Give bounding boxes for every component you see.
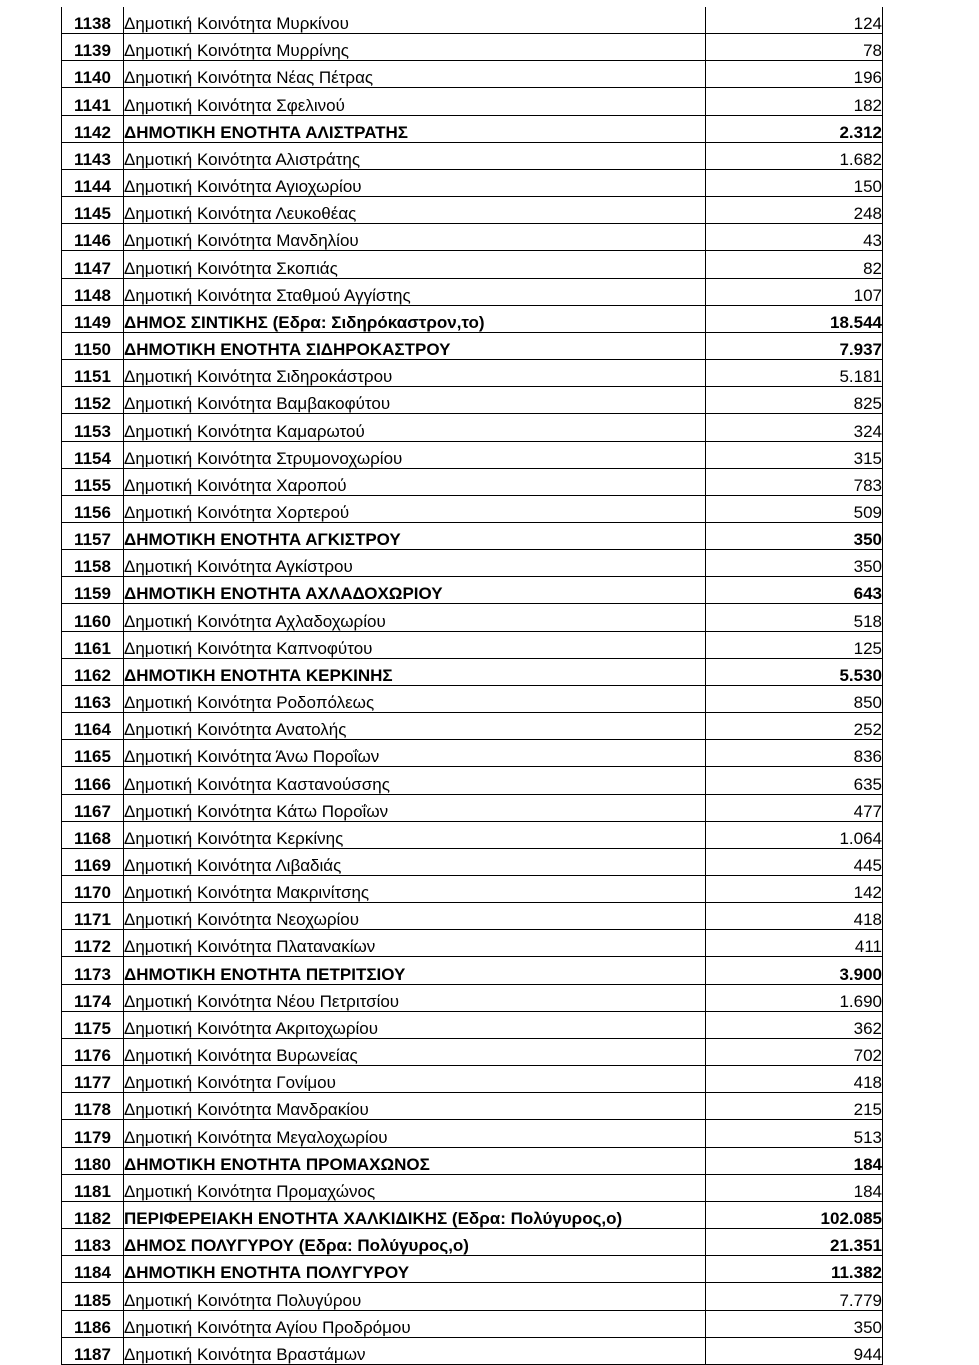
row-number: 1141 [62,88,124,115]
place-name: ΔΗΜΟΤΙΚΗ ΕΝΟΤΗΤΑ ΑΛΙΣΤΡΑΤΗΣ [124,115,706,142]
place-name: ΔΗΜΟΣ ΣΙΝΤΙΚΗΣ (Εδρα: Σιδηρόκαστρον,το) [124,305,706,332]
row-number: 1166 [62,767,124,794]
population-value: 643 [706,577,883,604]
row-number: 1138 [62,7,124,34]
row-number: 1175 [62,1011,124,1038]
population-value: 150 [706,169,883,196]
row-number: 1184 [62,1256,124,1283]
table-row [62,61,883,88]
place-name: ΔΗΜΟΤΙΚΗ ΕΝΟΤΗΤΑ ΠΟΛΥΓΥΡΟΥ [124,1256,706,1283]
population-value: 1.064 [706,821,883,848]
population-value: 324 [706,414,883,441]
population-value: 513 [706,1120,883,1147]
place-name: Δημοτική Κοινότητα Ανατολής [124,713,706,740]
table-row [62,876,883,903]
table-row [62,169,883,196]
place-name: Δημοτική Κοινότητα Κερκίνης [124,821,706,848]
row-number: 1147 [62,251,124,278]
population-value: 350 [706,522,883,549]
population-value: 252 [706,713,883,740]
place-name: Δημοτική Κοινότητα Βυρωνείας [124,1038,706,1065]
row-number: 1139 [62,34,124,61]
row-number: 1187 [62,1337,124,1364]
population-value: 82 [706,251,883,278]
place-name: Δημοτική Κοινότητα Ροδοπόλεως [124,685,706,712]
row-number: 1164 [62,713,124,740]
row-number: 1176 [62,1038,124,1065]
table-row [62,224,883,251]
place-name: Δημοτική Κοινότητα Χορτερού [124,495,706,522]
population-value: 350 [706,1310,883,1337]
table-row [62,685,883,712]
place-name: ΔΗΜΟΤΙΚΗ ΕΝΟΤΗΤΑ ΑΧΛΑΔΟΧΩΡΙΟΥ [124,577,706,604]
place-name: Δημοτική Κοινότητα Σταθμού Αγγίστης [124,278,706,305]
table-row [62,848,883,875]
population-value: 196 [706,61,883,88]
place-name: Δημοτική Κοινότητα Στρυμονοχωρίου [124,441,706,468]
table-row [62,903,883,930]
row-number: 1148 [62,278,124,305]
place-name: Δημοτική Κοινότητα Μυρρίνης [124,34,706,61]
place-name: Δημοτική Κοινότητα Χαροπού [124,468,706,495]
place-name: Δημοτική Κοινότητα Αχλαδοχωρίου [124,604,706,631]
row-number: 1159 [62,577,124,604]
table-row [62,468,883,495]
population-value: 477 [706,794,883,821]
place-name: Δημοτική Κοινότητα Αγίου Προδρόμου [124,1310,706,1337]
table-row [62,251,883,278]
table-row [62,1310,883,1337]
table-row [62,1011,883,1038]
place-name: Δημοτική Κοινότητα Καμαρωτού [124,414,706,441]
place-name: Δημοτική Κοινότητα Αγκίστρου [124,550,706,577]
table-row [62,1283,883,1310]
population-value: 7.937 [706,332,883,359]
table-row [62,360,883,387]
row-number: 1169 [62,848,124,875]
population-value: 107 [706,278,883,305]
table-row [62,984,883,1011]
place-name: Δημοτική Κοινότητα Μεγαλοχωρίου [124,1120,706,1147]
table-row [62,1337,883,1364]
row-number: 1165 [62,740,124,767]
table-row [62,794,883,821]
population-value: 142 [706,876,883,903]
table-row [62,332,883,359]
place-name: Δημοτική Κοινότητα Άνω Ποροΐων [124,740,706,767]
table-row [62,278,883,305]
place-name: Δημοτική Κοινότητα Σφελινού [124,88,706,115]
table-row [62,495,883,522]
place-name: Δημοτική Κοινότητα Σκοπιάς [124,251,706,278]
row-number: 1161 [62,631,124,658]
place-name: Δημοτική Κοινότητα Καστανούσσης [124,767,706,794]
population-value: 362 [706,1011,883,1038]
table-row [62,604,883,631]
place-name: Δημοτική Κοινότητα Λιβαδιάς [124,848,706,875]
table-row [62,1093,883,1120]
population-value: 635 [706,767,883,794]
row-number: 1177 [62,1066,124,1093]
row-number: 1154 [62,441,124,468]
population-value: 182 [706,88,883,115]
row-number: 1183 [62,1229,124,1256]
row-number: 1179 [62,1120,124,1147]
row-number: 1158 [62,550,124,577]
place-name: Δημοτική Κοινότητα Νέας Πέτρας [124,61,706,88]
row-number: 1146 [62,224,124,251]
table-row [62,305,883,332]
place-name: Δημοτική Κοινότητα Πλατανακίων [124,930,706,957]
row-number: 1181 [62,1174,124,1201]
population-value: 944 [706,1337,883,1364]
table-row [62,142,883,169]
table-row [62,550,883,577]
row-number: 1162 [62,658,124,685]
table-row [62,930,883,957]
population-value: 184 [706,1174,883,1201]
population-value: 43 [706,224,883,251]
place-name: ΔΗΜΟΣ ΠΟΛΥΓΥΡΟΥ (Εδρα: Πολύγυρος,ο) [124,1229,706,1256]
table-row [62,88,883,115]
table-row [62,387,883,414]
population-table [61,7,883,1365]
place-name: Δημοτική Κοινότητα Μανδρακίου [124,1093,706,1120]
table-row [62,197,883,224]
population-value: 836 [706,740,883,767]
place-name: ΔΗΜΟΤΙΚΗ ΕΝΟΤΗΤΑ ΚΕΡΚΙΝΗΣ [124,658,706,685]
population-table-body [62,7,883,1364]
table-row [62,713,883,740]
table-row [62,1229,883,1256]
table-row [62,1174,883,1201]
table-row [62,1201,883,1228]
place-name: ΔΗΜΟΤΙΚΗ ΕΝΟΤΗΤΑ ΠΕΤΡΙΤΣΙΟΥ [124,957,706,984]
row-number: 1171 [62,903,124,930]
table-row [62,821,883,848]
row-number: 1186 [62,1310,124,1337]
row-number: 1173 [62,957,124,984]
place-name: ΠΕΡΙΦΕΡΕΙΑΚΗ ΕΝΟΤΗΤΑ ΧΑΛΚΙΔΙΚΗΣ (Εδρα: Πολύγυρος,ο) [124,1201,706,1228]
row-number: 1155 [62,468,124,495]
population-value: 783 [706,468,883,495]
row-number: 1150 [62,332,124,359]
table-row [62,1038,883,1065]
table-row [62,740,883,767]
place-name: Δημοτική Κοινότητα Καπνοφύτου [124,631,706,658]
row-number: 1167 [62,794,124,821]
place-name: Δημοτική Κοινότητα Μακρινίτσης [124,876,706,903]
table-row [62,1066,883,1093]
place-name: Δημοτική Κοινότητα Προμαχώνος [124,1174,706,1201]
place-name: Δημοτική Κοινότητα Μυρκίνου [124,7,706,34]
population-value: 411 [706,930,883,957]
table-row [62,522,883,549]
table-row [62,34,883,61]
place-name: Δημοτική Κοινότητα Πολυγύρου [124,1283,706,1310]
table-row [62,1256,883,1283]
row-number: 1152 [62,387,124,414]
place-name: Δημοτική Κοινότητα Αλιστράτης [124,142,706,169]
population-value: 5.181 [706,360,883,387]
population-value: 78 [706,34,883,61]
table-row [62,1147,883,1174]
row-number: 1160 [62,604,124,631]
place-name: Δημοτική Κοινότητα Κάτω Ποροΐων [124,794,706,821]
row-number: 1149 [62,305,124,332]
population-value: 125 [706,631,883,658]
population-value: 1.682 [706,142,883,169]
row-number: 1174 [62,984,124,1011]
table-row [62,115,883,142]
population-value: 418 [706,1066,883,1093]
population-value: 445 [706,848,883,875]
row-number: 1144 [62,169,124,196]
population-value: 11.382 [706,1256,883,1283]
population-value: 315 [706,441,883,468]
place-name: Δημοτική Κοινότητα Λευκοθέας [124,197,706,224]
place-name: ΔΗΜΟΤΙΚΗ ΕΝΟΤΗΤΑ ΑΓΚΙΣΤΡΟΥ [124,522,706,549]
population-value: 7.779 [706,1283,883,1310]
row-number: 1180 [62,1147,124,1174]
population-value: 184 [706,1147,883,1174]
row-number: 1142 [62,115,124,142]
row-number: 1145 [62,197,124,224]
population-value: 850 [706,685,883,712]
population-value: 1.690 [706,984,883,1011]
row-number: 1182 [62,1201,124,1228]
row-number: 1156 [62,495,124,522]
place-name: Δημοτική Κοινότητα Γονίμου [124,1066,706,1093]
table-row [62,631,883,658]
row-number: 1151 [62,360,124,387]
row-number: 1172 [62,930,124,957]
population-value: 2.312 [706,115,883,142]
row-number: 1168 [62,821,124,848]
population-value: 124 [706,7,883,34]
population-value: 21.351 [706,1229,883,1256]
population-value: 509 [706,495,883,522]
row-number: 1157 [62,522,124,549]
population-value: 418 [706,903,883,930]
population-value: 702 [706,1038,883,1065]
row-number: 1170 [62,876,124,903]
row-number: 1153 [62,414,124,441]
table-row [62,658,883,685]
table-row [62,441,883,468]
place-name: Δημοτική Κοινότητα Μανδηλίου [124,224,706,251]
row-number: 1178 [62,1093,124,1120]
table-row [62,414,883,441]
place-name: Δημοτική Κοινότητα Αγιοχωρίου [124,169,706,196]
row-number: 1140 [62,61,124,88]
place-name: Δημοτική Κοινότητα Νέου Πετριτσίου [124,984,706,1011]
population-value: 518 [706,604,883,631]
population-value: 102.085 [706,1201,883,1228]
table-row [62,957,883,984]
place-name: Δημοτική Κοινότητα Νεοχωρίου [124,903,706,930]
place-name: ΔΗΜΟΤΙΚΗ ΕΝΟΤΗΤΑ ΠΡΟΜΑΧΩΝΟΣ [124,1147,706,1174]
table-row [62,577,883,604]
population-value: 215 [706,1093,883,1120]
population-value: 18.544 [706,305,883,332]
place-name: Δημοτική Κοινότητα Σιδηροκάστρου [124,360,706,387]
row-number: 1163 [62,685,124,712]
population-value: 825 [706,387,883,414]
place-name: Δημοτική Κοινότητα Βαμβακοφύτου [124,387,706,414]
population-value: 5.530 [706,658,883,685]
place-name: ΔΗΜΟΤΙΚΗ ΕΝΟΤΗΤΑ ΣΙΔΗΡΟΚΑΣΤΡΟΥ [124,332,706,359]
row-number: 1143 [62,142,124,169]
population-value: 248 [706,197,883,224]
table-row [62,767,883,794]
population-value: 350 [706,550,883,577]
table-row [62,1120,883,1147]
table-row [62,7,883,34]
place-name: Δημοτική Κοινότητα Ακριτοχωρίου [124,1011,706,1038]
place-name: Δημοτική Κοινότητα Βραστάμων [124,1337,706,1364]
population-value: 3.900 [706,957,883,984]
row-number: 1185 [62,1283,124,1310]
